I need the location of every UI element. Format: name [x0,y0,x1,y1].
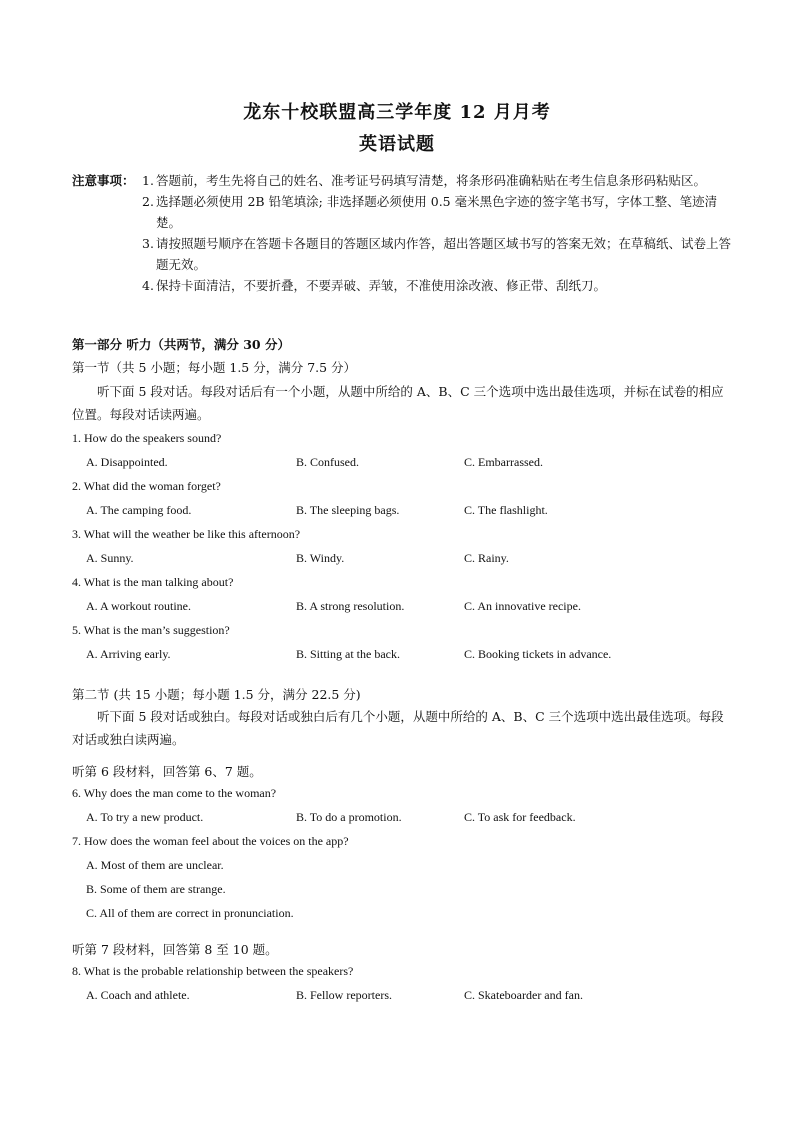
exam-subtitle: 英语试题 [359,134,435,155]
q2-option-c: C. The flashlight. [464,503,548,517]
section1-heading: 第一节（共 5 小题；每小题 1.5 分，满分 7.5 分） [72,360,357,375]
q6-option-b: B. To do a promotion. [296,810,402,824]
note-number: 3. [142,236,154,251]
q4-option-a: A. A workout routine. [86,599,191,613]
note-number: 4. [142,278,154,293]
q1-option-a: A. Disappointed. [86,455,168,469]
note-text: 选择题必须使用 2B 铅笔填涂; 非选择题必须使用 0.5 毫米黑色字迹的签字笔书写，字体工整、笔迹清楚。 [156,194,718,230]
q5-option-b: B. Sitting at the back. [296,647,400,661]
question-7: 7. How does the woman feel about the voices on the app? [72,834,349,848]
note-number: 2. [142,194,154,209]
question-6: 6. Why does the man come to the woman? [72,786,277,800]
note-item-3 [142,233,732,275]
q7-option-a: A. Most of them are unclear. [86,858,224,872]
note-item-4 [142,275,732,296]
q2-option-b: B. The sleeping bags. [296,503,400,517]
q5-option-a: A. Arriving early. [86,647,171,661]
q6-option-c: C. To ask for feedback. [464,810,576,824]
material-7-heading: 听第 7 段材料，回答第 8 至 10 题。 [72,942,278,957]
question-4: 4. What is the man talking about? [72,575,234,589]
material-6-heading: 听第 6 段材料，回答第 6、7 题。 [72,764,262,779]
q1-option-c: C. Embarrassed. [464,455,543,469]
notes-block [72,170,732,296]
q3-option-b: B. Windy. [296,551,345,565]
note-item-2 [142,191,732,233]
exam-title: 龙东十校联盟高三学年度 12 月月考 [243,102,551,123]
question-5: 5. What is the man’s suggestion? [72,623,230,637]
section2-instructions: 听下面 5 段对话或独白。每段对话或独白后有几个小题，从题中所给的 A、B、C 三个选项中选出最佳选项。每段对话或独白读两遍。 [72,709,724,747]
q3-option-a: A. Sunny. [86,551,134,565]
q7-option-b: B. Some of them are strange. [86,882,226,896]
q4-option-c: C. An innovative recipe. [464,599,581,613]
note-text: 请按照题号顺序在答题卡各题目的答题区域内作答，超出答题区域书写的答案无效；在草稿纸、试卷上答题无效。 [156,236,732,272]
q8-option-a: A. Coach and athlete. [86,988,190,1002]
section2-heading: 第二节 (共 15 小题；每小题 1.5 分，满分 22.5 分) [72,687,361,702]
q4-option-b: B. A strong resolution. [296,599,405,613]
question-2: 2. What did the woman forget? [72,479,221,493]
q8-option-c: C. Skateboarder and fan. [464,988,583,1002]
q5-option-c: C. Booking tickets in advance. [464,647,612,661]
q8-option-b: B. Fellow reporters. [296,988,392,1002]
note-item-1 [72,170,732,191]
q6-option-a: A. To try a new product. [86,810,204,824]
question-1: 1. How do the speakers sound? [72,431,222,445]
note-number: 1. [142,173,154,188]
question-3: 3. What will the weather be like this afternoon? [72,527,301,541]
question-8: 8. What is the probable relationship between the speakers? [72,964,354,978]
section1-instructions: 听下面 5 段对话。每段对话后有一个小题，从题中所给的 A、B、C 三个选项中选出最佳选项，并标在试卷的相应位置。每段对话读两遍。 [72,384,724,422]
q3-option-c: C. Rainy. [464,551,509,565]
note-text: 答题前，考生先将自己的姓名、准考证号码填写清楚，将条形码准确粘贴在考生信息条形码粘贴区。 [156,173,707,188]
q7-option-c: C. All of them are correct in pronunciation. [86,906,294,920]
note-text: 保持卡面清洁，不要折叠，不要弄破、弄皱，不准使用涂改液、修正带、刮纸刀。 [156,278,607,293]
notes-label: 注意事项： [72,173,135,188]
q1-option-b: B. Confused. [296,455,359,469]
part1-heading: 第一部分 听力（共两节，满分 30 分） [72,337,290,352]
q2-option-a: A. The camping food. [86,503,192,517]
